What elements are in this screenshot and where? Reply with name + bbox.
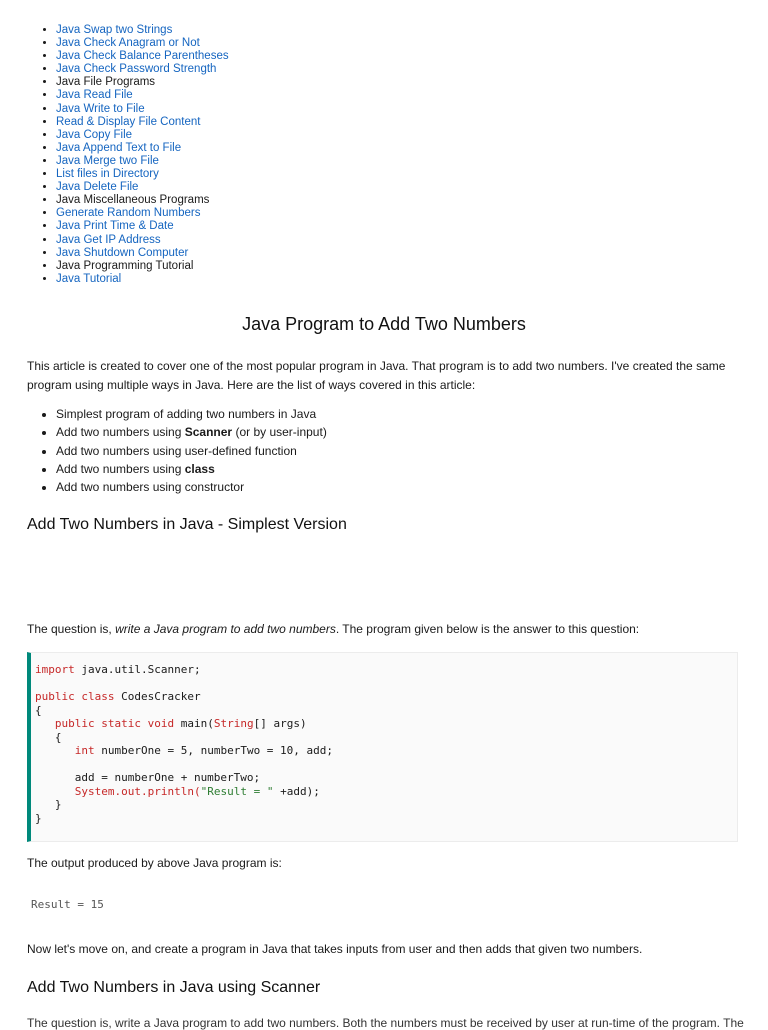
nav-list-item[interactable] <box>56 142 229 155</box>
output-intro: The output produced by above Java program is: <box>27 856 282 870</box>
code-line: } <box>35 811 42 825</box>
nav-link[interactable]: List files in Directory <box>56 168 159 181</box>
code-block[interactable] <box>27 652 738 842</box>
nav-list-item <box>56 194 229 207</box>
list-item: • Add two numbers using user-defined function <box>56 442 327 460</box>
nav-link[interactable]: Java Swap two Strings <box>56 24 173 36</box>
nav-link[interactable]: Java Get IP Address <box>56 233 161 246</box>
section-heading-simplest: Add Two Numbers in Java - Simplest Version <box>27 516 347 533</box>
list-item: • Add two numbers using Scanner (or by user-input) <box>56 423 327 441</box>
nav-category-label: Java Miscellaneous Programs <box>56 194 210 207</box>
section-heading-scanner: Add Two Numbers in Java using Scanner <box>27 979 321 996</box>
nav-list-item[interactable] <box>56 63 229 76</box>
nav-list-item <box>56 260 229 273</box>
nav-list-item[interactable] <box>56 207 229 220</box>
question-paragraph: The question is, write a Java program to add two numbers. The program given below is the answer to this question: <box>27 622 640 636</box>
nav-link[interactable]: Java Shutdown Computer <box>56 246 189 259</box>
nav-link[interactable]: Java Check Anagram or Not <box>56 37 200 50</box>
code-line: System.out.println("Result = " +add); <box>74 784 320 798</box>
list-item: • Add two numbers using constructor <box>56 478 327 496</box>
output-block: Result = 15 <box>31 898 104 911</box>
list-item: • Add two numbers using class <box>56 460 327 478</box>
nav-link[interactable]: Generate Random Numbers <box>56 207 201 220</box>
nav-list-item[interactable] <box>56 273 229 286</box>
nav-list-item[interactable] <box>56 129 229 142</box>
nav-link[interactable]: Java Write to File <box>56 102 145 115</box>
nav-list-item[interactable] <box>56 103 229 116</box>
nav-list-item <box>56 76 229 89</box>
nav-link[interactable]: Java Print Time & Date <box>56 220 174 233</box>
nav-link[interactable]: Read & Display File Content <box>56 115 201 128</box>
nav-link[interactable]: Java Copy File <box>56 128 133 141</box>
nav-list-item[interactable] <box>56 50 229 63</box>
code-line: import java.util.Scanner; <box>35 663 201 676</box>
code-line: { <box>35 703 42 717</box>
ways-list <box>38 405 327 496</box>
move-on-paragraph: Now let's move on, and create a program in Java that takes inputs from user and then adds that given two numbers. <box>27 942 643 956</box>
code-line: public static void main(String[] args) <box>54 717 307 730</box>
nav-list-item[interactable] <box>56 181 229 194</box>
nav-link[interactable]: Java Merge two File <box>56 154 159 167</box>
nav-list-item[interactable] <box>56 234 229 247</box>
list-item: • Simplest program of adding two numbers in Java <box>56 405 327 423</box>
nav-link[interactable]: Java Check Balance Parentheses <box>56 50 229 63</box>
nav-link[interactable]: Java Read File <box>56 89 133 102</box>
nav-list-item[interactable] <box>56 24 229 37</box>
nav-list-item[interactable] <box>56 247 229 260</box>
nav-link[interactable]: Java Tutorial <box>56 272 122 285</box>
nav-list-item[interactable] <box>56 116 229 129</box>
nav-list-item[interactable] <box>56 155 229 168</box>
code-line: { <box>35 730 62 744</box>
code-line: add = numberOne + numberTwo; <box>35 771 261 784</box>
nav-list-item[interactable] <box>56 89 229 102</box>
nav-link[interactable]: Java Append Text to File <box>56 141 182 154</box>
intro-paragraph: This article is created to cover one of the most popular program in Java. That program is to add two numbers. I've created the same program using multiple ways in Java. Here are the list of ways covered in this article: <box>27 359 726 392</box>
nav-link[interactable]: Java Check Password Strength <box>56 63 217 76</box>
sidebar-nav-list <box>38 24 229 286</box>
code-line: public class CodesCracker <box>35 690 201 703</box>
cut-off-paragraph: The question is, write a Java program to add two numbers. Both the numbers must be received by user at run-time of the program. The <box>27 1016 744 1030</box>
nav-category-label: Java File Programs <box>56 76 156 89</box>
nav-list-item[interactable] <box>56 37 229 50</box>
nav-category-label: Java Programming Tutorial <box>56 259 194 272</box>
nav-list-item[interactable] <box>56 220 229 233</box>
page-title: Java Program to Add Two Numbers <box>242 314 526 334</box>
nav-link[interactable]: Java Delete File <box>56 181 139 194</box>
nav-list-item[interactable] <box>56 168 229 181</box>
code-line: } <box>35 798 62 811</box>
code-line: int numberOne = 5, numberTwo = 10, add; <box>74 744 334 757</box>
